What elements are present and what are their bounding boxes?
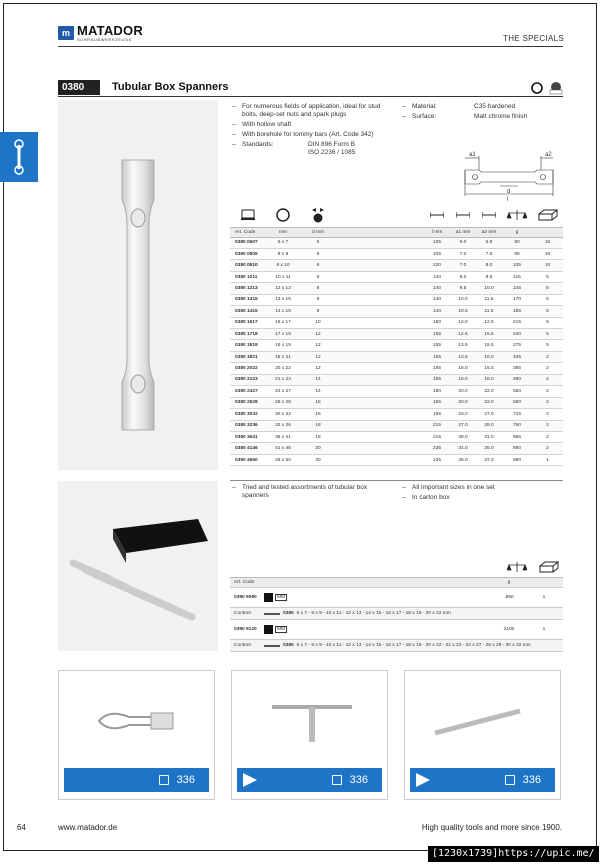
table-cell: 6.5 <box>476 237 502 248</box>
table-cell: 46 x 50 <box>266 454 300 465</box>
table-row <box>230 294 563 305</box>
a2-icon <box>482 212 496 218</box>
title-divider <box>58 96 563 97</box>
table-row <box>230 386 563 397</box>
article-code: 0380 0809 <box>230 248 266 259</box>
video-play-icon[interactable] <box>243 773 257 787</box>
spanner-mini-icon <box>264 613 280 615</box>
table-cell: 16 <box>300 409 336 420</box>
table-cell: 15.5 <box>476 329 502 340</box>
related-page: 336 <box>176 774 195 786</box>
article-code: 0380 1617 <box>230 317 266 328</box>
article-code: 0380 1213 <box>230 283 266 294</box>
content-code: 0380 <box>283 643 294 648</box>
table-cell: 20 x 22 <box>266 363 300 374</box>
chrome-finish-icon <box>550 82 562 94</box>
table-cell: 32 x 36 <box>266 420 300 431</box>
table-cell: 155 <box>424 351 450 362</box>
table-cell: 2 <box>532 374 563 385</box>
table-cell: 215 <box>424 431 450 442</box>
assortment-features <box>232 484 382 502</box>
header-art-code: Art. Code <box>230 227 266 237</box>
table-row <box>230 409 563 420</box>
table-cell: 18 x 19 <box>266 340 300 351</box>
table-row <box>230 454 563 465</box>
assortment-image <box>58 481 218 651</box>
a1-icon <box>456 212 470 218</box>
table-cell: 155 <box>424 329 450 340</box>
table-row <box>230 237 563 248</box>
product-title: Tubular Box Spanners <box>112 81 229 93</box>
table-cell: 150 <box>424 317 450 328</box>
table-cell: 30 x 32 <box>266 409 300 420</box>
set-content-row <box>230 608 563 620</box>
content-label: Content <box>234 611 251 616</box>
header-a2: a2 mm <box>476 227 502 237</box>
table-cell: 85 <box>502 248 532 259</box>
table-cell: 10 <box>300 317 336 328</box>
article-code: 0380 3641 <box>230 431 266 442</box>
table-cell: 16.0 <box>476 351 502 362</box>
material-label: – Material: <box>412 103 437 110</box>
table-cell: 2 <box>532 397 563 408</box>
table-cell: 9.5 <box>450 283 476 294</box>
technical-drawing <box>455 148 563 202</box>
article-code: 0380 2022 <box>230 363 266 374</box>
table-cell: 2 <box>532 431 563 442</box>
article-code: 0380 1415 <box>230 306 266 317</box>
table-cell: 13.5 <box>450 340 476 351</box>
length-icon <box>430 212 444 218</box>
table-cell: 18 x 21 <box>266 351 300 362</box>
set-icon <box>264 593 489 602</box>
article-code: 0380 0607 <box>230 237 266 248</box>
table-cell: 6 <box>300 260 336 271</box>
assortment-feature: – Tried and tested assortments of tubular box spanners <box>232 484 382 500</box>
surface-value: Matt chrome finish <box>474 113 528 120</box>
category-tab[interactable] <box>0 132 38 182</box>
table-cell: 20 <box>300 443 336 454</box>
table-cell: 28.0 <box>450 431 476 442</box>
content-sizes: 6 x 7 - 8 x 9 - 10 x 11 - 12 x 13 - 14 x 15 - 16 x 17 - 18 x 19 - 20 x 22 mm <box>296 611 451 616</box>
section-label: THE SPECIALS <box>503 34 564 43</box>
table-row <box>230 397 563 408</box>
product-code: 0380 <box>58 80 100 95</box>
table-cell: 215 <box>502 317 532 328</box>
table-cell: 185 <box>502 306 532 317</box>
table-cell: 35.0 <box>450 454 476 465</box>
table-cell: 18 <box>300 420 336 431</box>
table-cell: 12 <box>300 340 336 351</box>
table-cell: 28.0 <box>476 420 502 431</box>
table-row <box>230 374 563 385</box>
product-image <box>58 100 218 470</box>
surface-item <box>402 113 562 121</box>
table-row <box>230 340 563 351</box>
table-cell: 5 <box>532 329 563 340</box>
footer-slogan: High quality tools and more since 1900. <box>421 823 562 832</box>
content-sizes: 6 x 7 - 8 x 9 - 10 x 11 - 12 x 13 - 14 x 15 - 16 x 17 - 18 x 19 - 20 x 22 - 21 x 23 - 24 x 27 - 25 x 28 - 30 x 32 mm <box>296 643 531 648</box>
set-pack: 1 <box>542 595 546 600</box>
spec-table <box>230 205 563 466</box>
set-box-icon <box>264 625 273 634</box>
table-cell: 8.0 <box>476 260 502 271</box>
table-cell: 10 x 11 <box>266 271 300 282</box>
page-icon <box>332 775 342 785</box>
table-cell: 16.5 <box>476 363 502 374</box>
table-row <box>230 420 563 431</box>
spanner-set-image <box>58 481 218 651</box>
table-cell: 105 <box>424 237 450 248</box>
article-code: 0380 3236 <box>230 420 266 431</box>
table-cell: 41 x 46 <box>266 443 300 454</box>
image-stamp: [1230x1739]https://upic.me/ <box>428 846 599 862</box>
table-cell: 155 <box>424 340 450 351</box>
feature-item: – With hollow shaft <box>232 121 382 129</box>
material-item <box>402 103 562 111</box>
table-cell: 25 x 28 <box>266 397 300 408</box>
video-play-icon[interactable] <box>416 773 430 787</box>
table-cell: 2 <box>532 386 563 397</box>
header-weight: g <box>502 227 532 237</box>
table-cell: 23.0 <box>450 409 476 420</box>
table-row <box>230 248 563 259</box>
table-cell: 16.0 <box>450 374 476 385</box>
article-code: 0380 1315 <box>230 294 266 305</box>
table-cell: 750 <box>502 420 532 431</box>
table-cell: 5 <box>532 340 563 351</box>
article-code: 0380 3032 <box>230 409 266 420</box>
packaging-icon <box>539 561 559 573</box>
content-label: Content <box>234 643 251 648</box>
related-panel-2[interactable] <box>231 670 388 800</box>
table-cell: 8.0 <box>450 271 476 282</box>
table-cell: 10.5 <box>450 306 476 317</box>
table-cell: 24 x 27 <box>266 386 300 397</box>
table-cell: 5 <box>300 237 336 248</box>
table-cell: 180 <box>424 386 450 397</box>
brand-tagline: SCHRAUBWERKZEUGE <box>77 37 132 42</box>
table-cell: 6 <box>300 271 336 282</box>
table-cell: 2 <box>532 363 563 374</box>
unit-badge: MM <box>277 627 285 632</box>
table-cell: 8 x 9 <box>266 248 300 259</box>
table-cell: 2 <box>532 443 563 454</box>
article-icon <box>241 209 255 221</box>
article-code: 0380 4146 <box>230 443 266 454</box>
table-cell: 170 <box>502 294 532 305</box>
table-cell: 7.0 <box>450 260 476 271</box>
table-cell: 31.0 <box>450 443 476 454</box>
table-cell: 10 <box>532 248 563 259</box>
article-code: 0380 1011 <box>230 271 266 282</box>
article-code: 0380 1819 <box>230 340 266 351</box>
extension-bar-image <box>425 701 535 741</box>
table-cell: 12 <box>300 363 336 374</box>
spec-table-body <box>230 237 563 466</box>
spanner-mini-icon <box>264 645 280 647</box>
table-cell: 37.0 <box>476 454 502 465</box>
dim-a1: a1 <box>469 152 476 158</box>
table-cell: 12.0 <box>450 317 476 328</box>
table-cell: 8.5 <box>476 271 502 282</box>
table-cell: 27.0 <box>450 420 476 431</box>
table-cell: 6.0 <box>450 237 476 248</box>
related-link-bar[interactable] <box>64 768 209 792</box>
table-cell: 12 <box>300 351 336 362</box>
table-cell: 120 <box>424 260 450 271</box>
table-cell: 10 <box>532 237 563 248</box>
table-row <box>230 260 563 271</box>
weight-icon <box>507 561 527 573</box>
logo-mark: m <box>58 26 74 40</box>
table-cell: 14 <box>300 374 336 385</box>
related-link-bar[interactable] <box>237 768 382 792</box>
table-cell: 1 <box>532 454 563 465</box>
table-row <box>230 271 563 282</box>
table-cell: 10.0 <box>476 283 502 294</box>
table-cell: 140 <box>424 283 450 294</box>
content-code: 0380 <box>283 611 294 616</box>
related-link-bar[interactable] <box>410 768 555 792</box>
header-size: mm <box>266 227 300 237</box>
table-cell: 17 x 19 <box>266 329 300 340</box>
table-cell: 12.5 <box>450 329 476 340</box>
header-diameter: d mm <box>300 227 336 237</box>
set-weight: 2100 <box>503 627 515 632</box>
table-cell: 20.0 <box>450 397 476 408</box>
table-cell: 8 <box>300 283 336 294</box>
table-cell: 20.0 <box>450 386 476 397</box>
table-cell: 16 x 17 <box>266 317 300 328</box>
table-cell: 890 <box>502 443 532 454</box>
feature-list <box>232 103 382 159</box>
table-cell: 20 <box>300 454 336 465</box>
table-cell: 235 <box>424 454 450 465</box>
table-row <box>230 317 563 328</box>
table-cell: 10.0 <box>450 294 476 305</box>
spanner-icon <box>13 139 25 175</box>
table-row <box>230 329 563 340</box>
set-code: 0380 9080 <box>234 595 257 600</box>
table-header-row <box>230 227 563 237</box>
diameter-icon <box>311 207 325 223</box>
table-cell: 5 <box>532 317 563 328</box>
table-cell: 890 <box>502 454 532 465</box>
table-cell: 5 <box>532 283 563 294</box>
table-row <box>230 443 563 454</box>
table-cell: 275 <box>502 340 532 351</box>
table-cell: 105 <box>502 260 532 271</box>
table-row <box>230 363 563 374</box>
assortment-header-code: Art. Code <box>234 580 255 585</box>
footer-url[interactable]: www.matador.de <box>58 823 118 832</box>
feature-item <box>232 141 382 157</box>
assortment-divider <box>230 480 563 481</box>
related-page: 336 <box>522 774 541 786</box>
standards-value: DIN 896 Form B ISO 2236 / 1085 <box>308 141 356 156</box>
table-cell: 8 <box>300 306 336 317</box>
standards-label: – Standards: <box>242 141 274 148</box>
assortment-icon-row <box>230 556 563 578</box>
tommy-bar-image <box>89 701 189 741</box>
table-cell: 140 <box>424 271 450 282</box>
product-icons <box>530 80 564 95</box>
surface-label: – Surface: <box>412 113 437 120</box>
table-cell: 18 <box>300 431 336 442</box>
table-cell: 550 <box>502 397 532 408</box>
table-cell: 27.0 <box>476 409 502 420</box>
table-cell: 2 <box>532 409 563 420</box>
article-code: 0380 2427 <box>230 386 266 397</box>
table-cell: 490 <box>502 374 532 385</box>
table-cell: 10 <box>532 260 563 271</box>
article-code: 0380 2528 <box>230 397 266 408</box>
table-cell: 195 <box>424 397 450 408</box>
table-cell: 80 <box>502 237 532 248</box>
table-cell: 12 <box>300 329 336 340</box>
table-cell: 2 <box>532 420 563 431</box>
table-cell: 13.5 <box>450 351 476 362</box>
article-code: 0380 2123 <box>230 374 266 385</box>
table-cell: 385 <box>502 363 532 374</box>
table-cell: 11.5 <box>476 294 502 305</box>
table-cell: 5 <box>532 294 563 305</box>
hex-profile-icon <box>532 83 542 93</box>
feature-item: – For numerous fields of application, ideal for stud bolts, deep-set nuts and spark plugs <box>232 103 382 119</box>
table-cell: 6 <box>300 248 336 259</box>
brand-name: MATADOR <box>77 23 143 38</box>
table-cell: 16.0 <box>450 363 476 374</box>
set-weight: .850 <box>504 595 514 600</box>
material-value: C35 hardened <box>474 103 516 110</box>
table-cell: 21 x 23 <box>266 374 300 385</box>
set-pack: 1 <box>542 627 546 632</box>
table-cell: 14 x 15 <box>266 306 300 317</box>
page-number: 64 <box>17 823 26 832</box>
table-cell: 22.0 <box>476 386 502 397</box>
table-cell: 2 <box>532 351 563 362</box>
dim-l: l <box>507 197 509 202</box>
unit-badge: MM <box>277 595 285 600</box>
table-cell: 165 <box>424 374 450 385</box>
article-code: 0380 4650 <box>230 454 266 465</box>
tubular-spanner-image <box>58 100 218 470</box>
material-list <box>402 103 562 123</box>
table-row <box>230 431 563 442</box>
table-cell: 11.5 <box>476 306 502 317</box>
table-icon-row <box>230 205 563 227</box>
table-cell: 35.0 <box>476 443 502 454</box>
set-box-icon <box>264 593 273 602</box>
assortment-table <box>230 556 563 652</box>
assortment-feature: – In carton box <box>402 494 552 502</box>
table-cell: 550 <box>502 386 532 397</box>
table-cell: 8 x 10 <box>266 260 300 271</box>
weight-icon <box>507 209 527 221</box>
table-cell: 715 <box>502 409 532 420</box>
t-handle-image <box>262 697 362 747</box>
set-row <box>230 588 563 608</box>
article-code: 0380 1719 <box>230 329 266 340</box>
article-code: 0380 1821 <box>230 351 266 362</box>
feature-item: – With borehole for tommy bars (Art. Code 342) <box>232 131 382 139</box>
table-cell: 885 <box>502 431 532 442</box>
table-cell: 18.0 <box>476 374 502 385</box>
packaging-icon <box>538 209 558 221</box>
table-cell: 7.0 <box>450 248 476 259</box>
table-cell: 12 x 13 <box>266 283 300 294</box>
brand-logo <box>58 24 143 42</box>
set-row <box>230 620 563 640</box>
set-code: 0380 9120 <box>234 627 257 632</box>
table-cell: 240 <box>502 329 532 340</box>
related-panel-1[interactable] <box>58 670 215 800</box>
article-code: 0380 0810 <box>230 260 266 271</box>
page-icon <box>159 775 169 785</box>
related-panel-3[interactable] <box>404 670 561 800</box>
hex-size-icon <box>276 208 290 222</box>
table-cell: 12.5 <box>476 317 502 328</box>
table-cell: 16 <box>300 397 336 408</box>
table-cell: 8 <box>300 294 336 305</box>
table-cell: 165 <box>424 363 450 374</box>
table-row <box>230 351 563 362</box>
header-a1: a1 mm <box>450 227 476 237</box>
table-cell: 5 <box>532 271 563 282</box>
table-cell: 115 <box>502 271 532 282</box>
assortment-rows <box>230 588 563 652</box>
related-page: 336 <box>349 774 368 786</box>
dim-a2: a2 <box>545 152 552 158</box>
table-cell: 105 <box>424 248 450 259</box>
assortment-features-right <box>402 484 552 504</box>
page-icon <box>505 775 515 785</box>
table-cell: 5 <box>532 306 563 317</box>
assortment-header-row <box>230 578 563 588</box>
dim-d: d <box>507 189 511 195</box>
table-cell: 140 <box>424 294 450 305</box>
header-divider <box>58 46 563 47</box>
table-cell: 13 x 15 <box>266 294 300 305</box>
table-cell: 6 x 7 <box>266 237 300 248</box>
table-cell: 22.0 <box>476 397 502 408</box>
table-cell: 140 <box>424 306 450 317</box>
assortment-header-weight: g <box>507 580 511 585</box>
header-length: l mm <box>424 227 450 237</box>
assortment-feature: – All important sizes in one set <box>402 484 552 492</box>
set-content-row <box>230 640 563 652</box>
table-cell: 14 <box>300 386 336 397</box>
table-row <box>230 306 563 317</box>
table-cell: 195 <box>424 409 450 420</box>
table-cell: 31.0 <box>476 431 502 442</box>
table-row <box>230 283 563 294</box>
table-cell: 235 <box>424 443 450 454</box>
table-cell: 7.5 <box>476 248 502 259</box>
set-icon <box>264 625 489 634</box>
table-cell: 215 <box>424 420 450 431</box>
table-cell: 15.5 <box>476 340 502 351</box>
table-cell: 36 x 41 <box>266 431 300 442</box>
table-cell: 345 <box>502 351 532 362</box>
table-cell: 145 <box>502 283 532 294</box>
